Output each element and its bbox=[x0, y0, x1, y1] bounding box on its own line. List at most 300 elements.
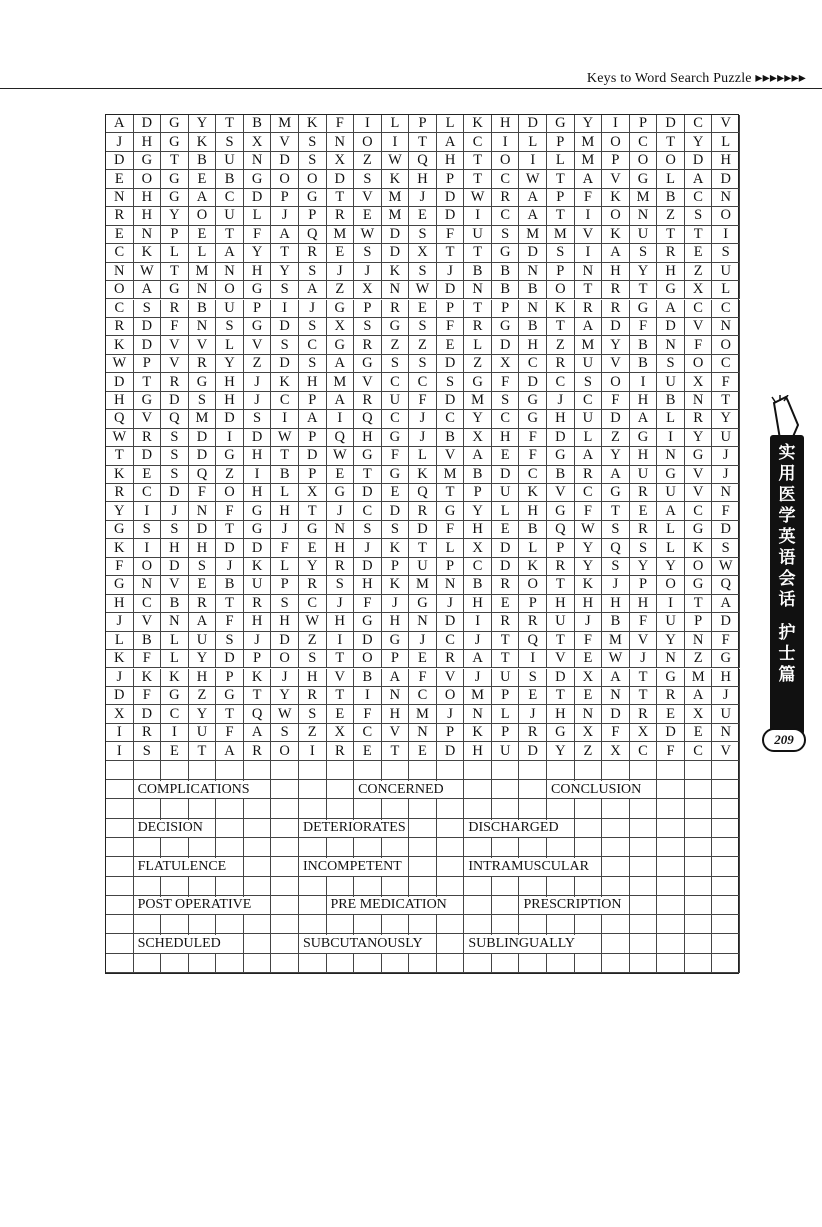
letter-cell: R bbox=[437, 650, 465, 668]
letter-cell: R bbox=[575, 300, 603, 318]
letter-cell: U bbox=[657, 484, 685, 502]
letter-cell: B bbox=[464, 466, 492, 484]
letter-cell: S bbox=[327, 576, 355, 594]
letter-cell: Y bbox=[602, 336, 630, 354]
letter-cell: U bbox=[630, 466, 658, 484]
blank-cell bbox=[216, 761, 244, 780]
blank-cell bbox=[106, 877, 134, 896]
letter-cell: P bbox=[492, 724, 520, 742]
letter-cell: E bbox=[189, 226, 217, 244]
letter-cell: K bbox=[382, 263, 410, 281]
letter-cell: A bbox=[575, 447, 603, 465]
letter-cell: H bbox=[382, 705, 410, 723]
letter-cell: O bbox=[106, 281, 134, 299]
blank-cell bbox=[630, 838, 658, 857]
blank-cell bbox=[547, 838, 575, 857]
blank-cell bbox=[575, 819, 603, 838]
letter-cell: U bbox=[575, 410, 603, 428]
letter-cell: J bbox=[161, 502, 189, 520]
letter-cell: C bbox=[464, 558, 492, 576]
blank-cell bbox=[575, 799, 603, 818]
letter-cell: J bbox=[712, 447, 740, 465]
letter-cell: D bbox=[271, 318, 299, 336]
letter-cell: S bbox=[299, 152, 327, 170]
letter-cell: I bbox=[244, 466, 272, 484]
letter-cell: E bbox=[327, 705, 355, 723]
letter-cell: N bbox=[630, 207, 658, 225]
blank-cell bbox=[354, 838, 382, 857]
letter-cell: T bbox=[409, 133, 437, 151]
blank-cell bbox=[189, 761, 217, 780]
letter-cell: J bbox=[271, 669, 299, 687]
letter-cell: K bbox=[602, 189, 630, 207]
blank-cell bbox=[382, 954, 410, 973]
letter-cell: A bbox=[575, 170, 603, 188]
letter-cell: A bbox=[299, 281, 327, 299]
letter-cell: Y bbox=[657, 558, 685, 576]
letter-cell: C bbox=[712, 355, 740, 373]
letter-cell: H bbox=[630, 447, 658, 465]
letter-cell: Q bbox=[299, 226, 327, 244]
letter-cell: C bbox=[685, 115, 713, 133]
letter-cell: O bbox=[299, 170, 327, 188]
blank-cell bbox=[216, 838, 244, 857]
letter-cell: T bbox=[106, 447, 134, 465]
letter-cell: F bbox=[409, 669, 437, 687]
letter-cell: T bbox=[134, 373, 162, 391]
letter-cell: N bbox=[519, 263, 547, 281]
blank-cell bbox=[271, 877, 299, 896]
letter-cell: G bbox=[106, 576, 134, 594]
word-list-item: CONCERNED bbox=[358, 781, 444, 797]
letter-cell: B bbox=[492, 281, 520, 299]
letter-cell: D bbox=[134, 447, 162, 465]
letter-cell: E bbox=[299, 539, 327, 557]
blank-cell bbox=[712, 799, 740, 818]
letter-cell: S bbox=[189, 558, 217, 576]
letter-cell: G bbox=[630, 429, 658, 447]
blank-cell bbox=[327, 780, 355, 799]
letter-cell: S bbox=[161, 521, 189, 539]
letter-cell: A bbox=[519, 189, 547, 207]
letter-cell: N bbox=[712, 724, 740, 742]
letter-cell: W bbox=[602, 650, 630, 668]
letter-cell: B bbox=[547, 466, 575, 484]
blank-cell bbox=[630, 857, 658, 876]
letter-cell: V bbox=[161, 355, 189, 373]
letter-cell: K bbox=[547, 300, 575, 318]
letter-cell: O bbox=[685, 558, 713, 576]
letter-cell: T bbox=[547, 170, 575, 188]
letter-cell: C bbox=[437, 410, 465, 428]
letter-cell: U bbox=[657, 373, 685, 391]
letter-cell: A bbox=[657, 502, 685, 520]
blank-cell bbox=[161, 954, 189, 973]
blank-cell bbox=[106, 819, 134, 838]
letter-cell: C bbox=[492, 170, 520, 188]
letter-cell: U bbox=[630, 226, 658, 244]
blank-cell bbox=[409, 954, 437, 973]
letter-cell: R bbox=[382, 300, 410, 318]
letter-cell: V bbox=[354, 189, 382, 207]
letter-cell: L bbox=[244, 207, 272, 225]
letter-cell: B bbox=[630, 355, 658, 373]
blank-cell bbox=[106, 954, 134, 973]
blank-cell bbox=[712, 780, 740, 799]
blank-cell bbox=[354, 877, 382, 896]
letter-cell: P bbox=[216, 669, 244, 687]
letter-cell: N bbox=[575, 263, 603, 281]
letter-cell: T bbox=[409, 539, 437, 557]
letter-cell: D bbox=[244, 539, 272, 557]
letter-cell: N bbox=[685, 632, 713, 650]
letter-cell: G bbox=[244, 502, 272, 520]
blank-cell bbox=[547, 761, 575, 780]
letter-cell: F bbox=[575, 189, 603, 207]
letter-cell: N bbox=[161, 613, 189, 631]
letter-cell: H bbox=[602, 263, 630, 281]
letter-cell: L bbox=[409, 447, 437, 465]
letter-cell: M bbox=[464, 392, 492, 410]
side-tab-char: 英 bbox=[778, 527, 796, 547]
blank-cell bbox=[630, 819, 658, 838]
letter-cell: A bbox=[602, 466, 630, 484]
letter-cell: C bbox=[354, 502, 382, 520]
letter-cell: M bbox=[575, 152, 603, 170]
letter-cell: J bbox=[712, 687, 740, 705]
letter-cell: D bbox=[519, 244, 547, 262]
blank-cell bbox=[492, 761, 520, 780]
blank-cell bbox=[382, 838, 410, 857]
letter-cell: S bbox=[216, 133, 244, 151]
letter-cell: F bbox=[602, 724, 630, 742]
letter-cell: F bbox=[492, 373, 520, 391]
letter-cell: U bbox=[409, 558, 437, 576]
letter-cell: H bbox=[327, 613, 355, 631]
letter-cell: I bbox=[575, 244, 603, 262]
letter-cell: E bbox=[492, 447, 520, 465]
letter-cell: J bbox=[106, 669, 134, 687]
blank-cell bbox=[299, 915, 327, 934]
letter-cell: V bbox=[134, 613, 162, 631]
letter-cell: R bbox=[161, 373, 189, 391]
letter-cell: X bbox=[575, 669, 603, 687]
letter-cell: I bbox=[134, 539, 162, 557]
letter-cell: U bbox=[492, 669, 520, 687]
blank-cell bbox=[657, 838, 685, 857]
letter-cell: X bbox=[327, 152, 355, 170]
blank-cell bbox=[519, 877, 547, 896]
letter-cell: G bbox=[409, 595, 437, 613]
blank-cell bbox=[327, 915, 355, 934]
word-list-item: POST OPERATIVE bbox=[137, 897, 252, 913]
blank-cell bbox=[712, 896, 740, 915]
letter-cell: W bbox=[299, 613, 327, 631]
letter-cell: N bbox=[189, 502, 217, 520]
letter-cell: F bbox=[657, 742, 685, 760]
letter-cell: V bbox=[382, 724, 410, 742]
letter-cell: P bbox=[547, 189, 575, 207]
letter-cell: V bbox=[161, 576, 189, 594]
blank-cell bbox=[685, 799, 713, 818]
letter-cell: S bbox=[409, 226, 437, 244]
letter-cell: E bbox=[575, 687, 603, 705]
letter-cell: H bbox=[547, 595, 575, 613]
letter-cell: T bbox=[464, 244, 492, 262]
letter-cell: G bbox=[382, 632, 410, 650]
letter-cell: X bbox=[106, 705, 134, 723]
letter-cell: G bbox=[464, 373, 492, 391]
letter-cell: H bbox=[519, 336, 547, 354]
letter-cell: Q bbox=[189, 466, 217, 484]
blank-cell bbox=[492, 838, 520, 857]
letter-cell: Y bbox=[271, 687, 299, 705]
letter-cell: V bbox=[685, 318, 713, 336]
letter-cell: V bbox=[685, 484, 713, 502]
letter-cell: J bbox=[106, 133, 134, 151]
blank-cell bbox=[244, 819, 272, 838]
letter-cell: D bbox=[161, 392, 189, 410]
side-tab-char: 用 bbox=[778, 464, 796, 484]
letter-cell: P bbox=[299, 429, 327, 447]
letter-cell: Q bbox=[712, 576, 740, 594]
letter-cell: D bbox=[189, 521, 217, 539]
letter-cell: K bbox=[244, 669, 272, 687]
letter-cell: T bbox=[299, 502, 327, 520]
letter-cell: I bbox=[492, 133, 520, 151]
letter-cell: B bbox=[189, 152, 217, 170]
letter-cell: P bbox=[602, 152, 630, 170]
letter-cell: D bbox=[492, 466, 520, 484]
letter-cell: H bbox=[244, 263, 272, 281]
blank-cell bbox=[271, 838, 299, 857]
letter-cell: J bbox=[602, 576, 630, 594]
letter-cell: F bbox=[685, 336, 713, 354]
letter-cell: V bbox=[630, 632, 658, 650]
blank-cell bbox=[657, 896, 685, 915]
running-header-title: Keys to Word Search Puzzle ▸▸▸▸▸▸▸ bbox=[586, 71, 806, 86]
letter-cell: G bbox=[547, 724, 575, 742]
letter-cell: C bbox=[685, 300, 713, 318]
letter-cell: X bbox=[492, 355, 520, 373]
letter-cell: P bbox=[409, 115, 437, 133]
blank-cell bbox=[712, 915, 740, 934]
letter-cell: S bbox=[630, 539, 658, 557]
letter-cell: D bbox=[437, 392, 465, 410]
letter-cell: A bbox=[216, 742, 244, 760]
blank-cell bbox=[492, 799, 520, 818]
letter-cell: J bbox=[519, 705, 547, 723]
letter-cell: X bbox=[464, 539, 492, 557]
letter-cell: C bbox=[492, 410, 520, 428]
letter-cell: G bbox=[327, 300, 355, 318]
letter-cell: O bbox=[271, 742, 299, 760]
letter-cell: H bbox=[712, 152, 740, 170]
letter-cell: O bbox=[271, 170, 299, 188]
letter-cell: R bbox=[327, 558, 355, 576]
letter-cell: M bbox=[327, 373, 355, 391]
letter-cell: I bbox=[216, 429, 244, 447]
letter-cell: J bbox=[409, 429, 437, 447]
letter-cell: J bbox=[216, 558, 244, 576]
word-list-item: COMPLICATIONS bbox=[137, 781, 250, 797]
blank-cell bbox=[409, 877, 437, 896]
letter-cell: S bbox=[354, 318, 382, 336]
blank-cell bbox=[602, 915, 630, 934]
letter-cell: G bbox=[161, 281, 189, 299]
letter-cell: H bbox=[354, 429, 382, 447]
blank-cell bbox=[106, 780, 134, 799]
letter-cell: M bbox=[437, 466, 465, 484]
letter-cell: D bbox=[271, 152, 299, 170]
letter-cell: A bbox=[519, 207, 547, 225]
letter-cell: J bbox=[437, 263, 465, 281]
letter-cell: M bbox=[547, 226, 575, 244]
letter-cell: S bbox=[575, 373, 603, 391]
letter-cell: D bbox=[437, 189, 465, 207]
letter-cell: G bbox=[216, 687, 244, 705]
letter-cell: R bbox=[299, 687, 327, 705]
letter-cell: E bbox=[575, 650, 603, 668]
letter-cell: Y bbox=[106, 502, 134, 520]
blank-cell bbox=[630, 877, 658, 896]
letter-cell: E bbox=[134, 466, 162, 484]
letter-cell: T bbox=[630, 687, 658, 705]
word-list-item: FLATULENCE bbox=[137, 858, 227, 874]
letter-cell: A bbox=[189, 613, 217, 631]
letter-cell: E bbox=[106, 226, 134, 244]
blank-cell bbox=[685, 934, 713, 953]
blank-cell bbox=[602, 819, 630, 838]
letter-cell: D bbox=[685, 152, 713, 170]
letter-cell: T bbox=[271, 447, 299, 465]
letter-cell: F bbox=[712, 632, 740, 650]
letter-cell: C bbox=[630, 742, 658, 760]
letter-cell: D bbox=[657, 724, 685, 742]
letter-cell: F bbox=[244, 226, 272, 244]
letter-cell: G bbox=[106, 521, 134, 539]
letter-cell: P bbox=[685, 613, 713, 631]
letter-cell: W bbox=[354, 226, 382, 244]
letter-cell: D bbox=[437, 613, 465, 631]
blank-cell bbox=[712, 954, 740, 973]
side-tab-char: 话 bbox=[778, 590, 796, 610]
letter-cell: J bbox=[244, 392, 272, 410]
letter-cell: G bbox=[134, 392, 162, 410]
letter-cell: D bbox=[106, 373, 134, 391]
blank-cell bbox=[409, 819, 437, 838]
letter-cell: I bbox=[519, 152, 547, 170]
header-rule bbox=[0, 88, 822, 89]
letter-cell: J bbox=[575, 613, 603, 631]
letter-cell: G bbox=[630, 300, 658, 318]
letter-cell: C bbox=[161, 705, 189, 723]
blank-cell bbox=[327, 838, 355, 857]
letter-cell: G bbox=[519, 410, 547, 428]
letter-cell: W bbox=[712, 558, 740, 576]
letter-cell: G bbox=[657, 669, 685, 687]
blank-cell bbox=[575, 954, 603, 973]
letter-cell: G bbox=[547, 115, 575, 133]
letter-cell: G bbox=[382, 429, 410, 447]
letter-cell: Y bbox=[575, 115, 603, 133]
blank-cell bbox=[354, 799, 382, 818]
letter-cell: A bbox=[271, 226, 299, 244]
letter-cell: D bbox=[547, 429, 575, 447]
letter-cell: T bbox=[216, 595, 244, 613]
blank-cell bbox=[602, 954, 630, 973]
letter-cell: O bbox=[630, 152, 658, 170]
letter-cell: R bbox=[547, 355, 575, 373]
blank-cell bbox=[271, 761, 299, 780]
letter-cell: W bbox=[382, 152, 410, 170]
letter-cell: P bbox=[271, 576, 299, 594]
letter-cell: R bbox=[657, 244, 685, 262]
blank-cell bbox=[685, 761, 713, 780]
letter-cell: L bbox=[437, 115, 465, 133]
letter-cell: D bbox=[492, 558, 520, 576]
blank-cell bbox=[327, 954, 355, 973]
letter-cell: P bbox=[437, 300, 465, 318]
letter-cell: Y bbox=[189, 115, 217, 133]
blank-cell bbox=[685, 819, 713, 838]
letter-cell: J bbox=[299, 300, 327, 318]
blank-cell bbox=[437, 799, 465, 818]
blank-cell bbox=[354, 761, 382, 780]
blank-cell bbox=[382, 799, 410, 818]
letter-cell: B bbox=[519, 318, 547, 336]
letter-cell: K bbox=[519, 558, 547, 576]
letter-cell: M bbox=[409, 576, 437, 594]
letter-cell: J bbox=[327, 502, 355, 520]
letter-cell: D bbox=[216, 650, 244, 668]
blank-cell bbox=[685, 954, 713, 973]
letter-cell: D bbox=[382, 226, 410, 244]
letter-cell: T bbox=[657, 226, 685, 244]
letter-cell: G bbox=[244, 281, 272, 299]
letter-cell: W bbox=[134, 263, 162, 281]
blank-cell bbox=[712, 761, 740, 780]
letter-cell: G bbox=[602, 484, 630, 502]
letter-cell: D bbox=[519, 373, 547, 391]
letter-cell: L bbox=[161, 650, 189, 668]
letter-cell: G bbox=[519, 392, 547, 410]
letter-cell: T bbox=[712, 392, 740, 410]
blank-cell bbox=[189, 799, 217, 818]
letter-cell: E bbox=[106, 170, 134, 188]
letter-cell: I bbox=[271, 300, 299, 318]
letter-cell: Y bbox=[271, 263, 299, 281]
letter-cell: G bbox=[299, 189, 327, 207]
letter-cell: S bbox=[354, 521, 382, 539]
letter-cell: T bbox=[685, 595, 713, 613]
letter-cell: T bbox=[271, 244, 299, 262]
letter-cell: D bbox=[602, 318, 630, 336]
letter-cell: S bbox=[492, 226, 520, 244]
letter-cell: V bbox=[547, 484, 575, 502]
letter-cell: S bbox=[189, 392, 217, 410]
blank-cell bbox=[602, 799, 630, 818]
letter-cell: C bbox=[519, 466, 547, 484]
letter-cell: S bbox=[602, 521, 630, 539]
letter-cell: D bbox=[189, 429, 217, 447]
letter-cell: R bbox=[547, 558, 575, 576]
letter-cell: C bbox=[575, 484, 603, 502]
letter-cell: Q bbox=[409, 152, 437, 170]
letter-cell: K bbox=[106, 336, 134, 354]
letter-cell: S bbox=[299, 355, 327, 373]
letter-cell: R bbox=[519, 613, 547, 631]
